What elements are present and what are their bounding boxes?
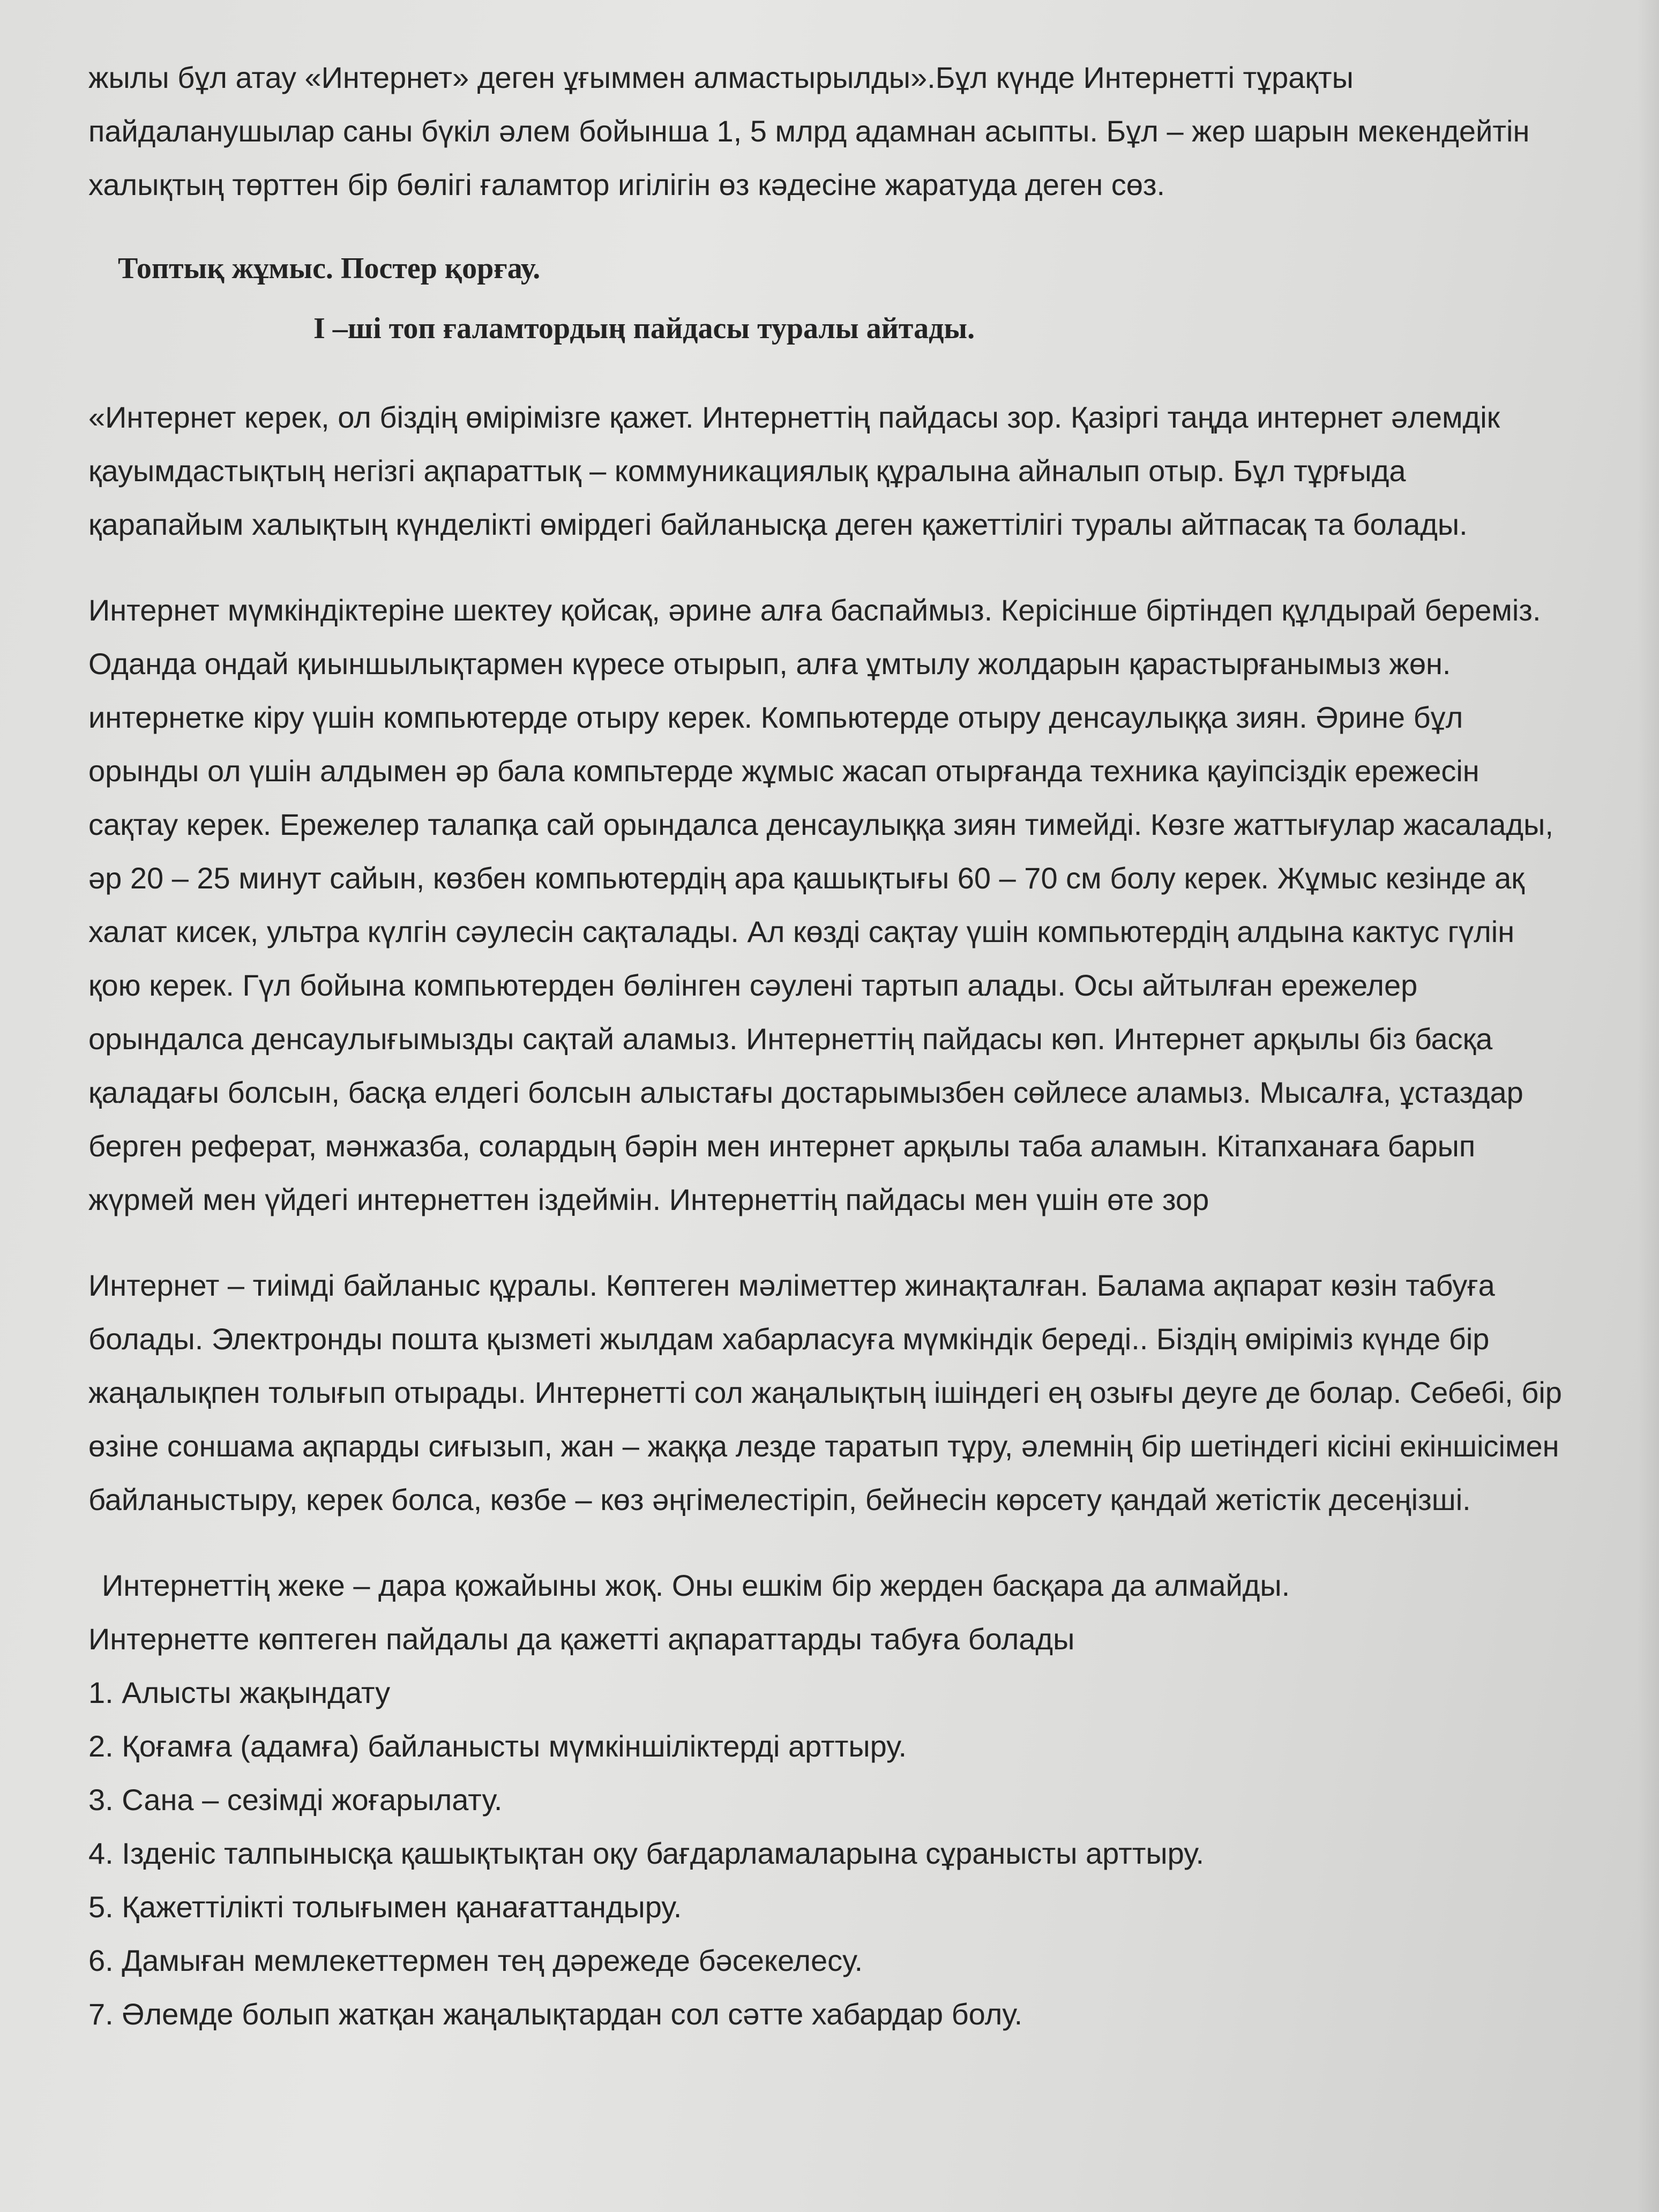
list-item: 1. Алысты жақындату <box>88 1676 391 1709</box>
benefits-list <box>88 1666 1563 2041</box>
body-paragraph-3: Интернет – тиімді байланыс құралы. Көптеген мәліметтер жинақталған. Балама ақпарат көзін табуға болады. Электронды пошта қызметі жылдам хабарласуға мүмкіндік береді.. Біздің өміріміз күнде бір жаңалықпен толығып отырады. Интернетті сол жаңалықтың ішіндегі ең озығы деуге де болар. Себебі, бір өзіне соншама ақпарды сиғызып, жан – жаққа лезде таратып тұру, әлемнің бір шетіндегі кісіні екіншісімен байланыстыру, керек болса, көзбе – көз әңгімелестіріп, бейнесін көрсету қандай жетістік десеңізші. <box>88 1268 1562 1516</box>
closing-line-1: Интернеттің жеке – дара қожайыны жоқ. Оны ешкім бір жерден басқара да алмайды. <box>102 1568 1290 1602</box>
list-item: 4. Ізденіс талпынысқа қашықтықтан оқу бағдарламаларына сұранысты арттыру. <box>88 1836 1205 1870</box>
list-item: 5. Қажеттілікті толығымен қанағаттандыру. <box>88 1890 682 1924</box>
list-item: 7. Әлемде болып жатқан жаңалықтардан сол сәтте хабардар болу. <box>88 1997 1023 2031</box>
list-item: 2. Қоғамға (адамға) байланысты мүмкіншіліктерді арттыру. <box>88 1729 907 1763</box>
body-paragraph-2: Интернет мүмкіндіктеріне шектеу қойсақ, әрине алға баспаймыз. Керісінше біртіндеп құлдырай береміз. Оданда ондай қиыншылықтармен күресе отырып, алға ұмтылу жолдарын қарастырғанымыз жөн. интернетке кіру үшін компьютерде отыру керек. Компьютерде отыру денсаулыққа зиян. Әрине бұл орынды ол үшін алдымен әр бала компьтерде жұмыс жасап отырғанда техника қауіпсіздік ережесін сақтау керек. Ережелер талапқа сай орындалса денсаулыққа зиян тимейді. Көзге жаттығулар жасалады, әр 20 – 25 минут сайын, көзбен компьютердің ара қашықтығы 60 – 70 см болу керек. Жұмыс кезінде ақ халат кисек, ультра күлгін сәулесін сақталады. Ал көзді сақтау үшін компьютердің алдына кактус гүлін қою керек. Гүл бойына компьютерден бөлінген сәулені тартып алады. Осы айтылған ережелер орындалса денсаулығымызды сақтай аламыз. Интернеттің пайдасы көп. Интернет арқылы біз басқа қаладағы болсын, басқа елдегі болсын алыстағы достарымызбен сөйлесе аламыз. Мысалға, ұстаздар берген реферат, мәнжазба, солардың бәрін мен интернет арқылы таба аламын. Кітапханаға барып жүрмей мен үйдегі интернеттен іздеймін. Интернеттің пайдасы мен үшін өте зор <box>88 593 1553 1216</box>
intro-paragraph: жылы бұл атау «Интернет» деген ұғыммен алмастырылды».Бұл күнде Интернетті тұрақты пайдаланушылар саны бүкіл әлем бойынша 1, 5 млрд адамнан асыпты. Бұл – жер шарын мекендейтін халықтың төрттен бір бөлігі ғаламтор игілігін өз кәдесіне жаратуда деген сөз. <box>88 61 1530 201</box>
closing-line-2: Интернетте көптеген пайдалы да қажетті ақпараттарды табуға болады <box>88 1622 1075 1656</box>
list-item: 3. Сана – сезімді жоғарылату. <box>88 1783 503 1817</box>
list-item: 6. Дамыған мемлекеттермен тең дәрежеде бәсекелесу. <box>88 1944 863 1977</box>
body-paragraph-1: «Интернет керек, ол біздің өмірімізге қажет. Интернеттің пайдасы зор. Қазіргі таңда интернет әлемдік қауымдастықтың негізгі ақпараттық – коммуникациялық құралына айналып отыр. Бұл тұрғыда қарапайым халықтың күнделікті өмірдегі байланысқа деген қажеттілігі туралы айтпасақ та болады. <box>88 400 1500 541</box>
group-title-heading: І –ші топ ғаламтордың пайдасы туралы айтады. <box>313 312 975 345</box>
group-work-heading: Топтық жұмыс. Постер қорғау. <box>118 252 541 285</box>
